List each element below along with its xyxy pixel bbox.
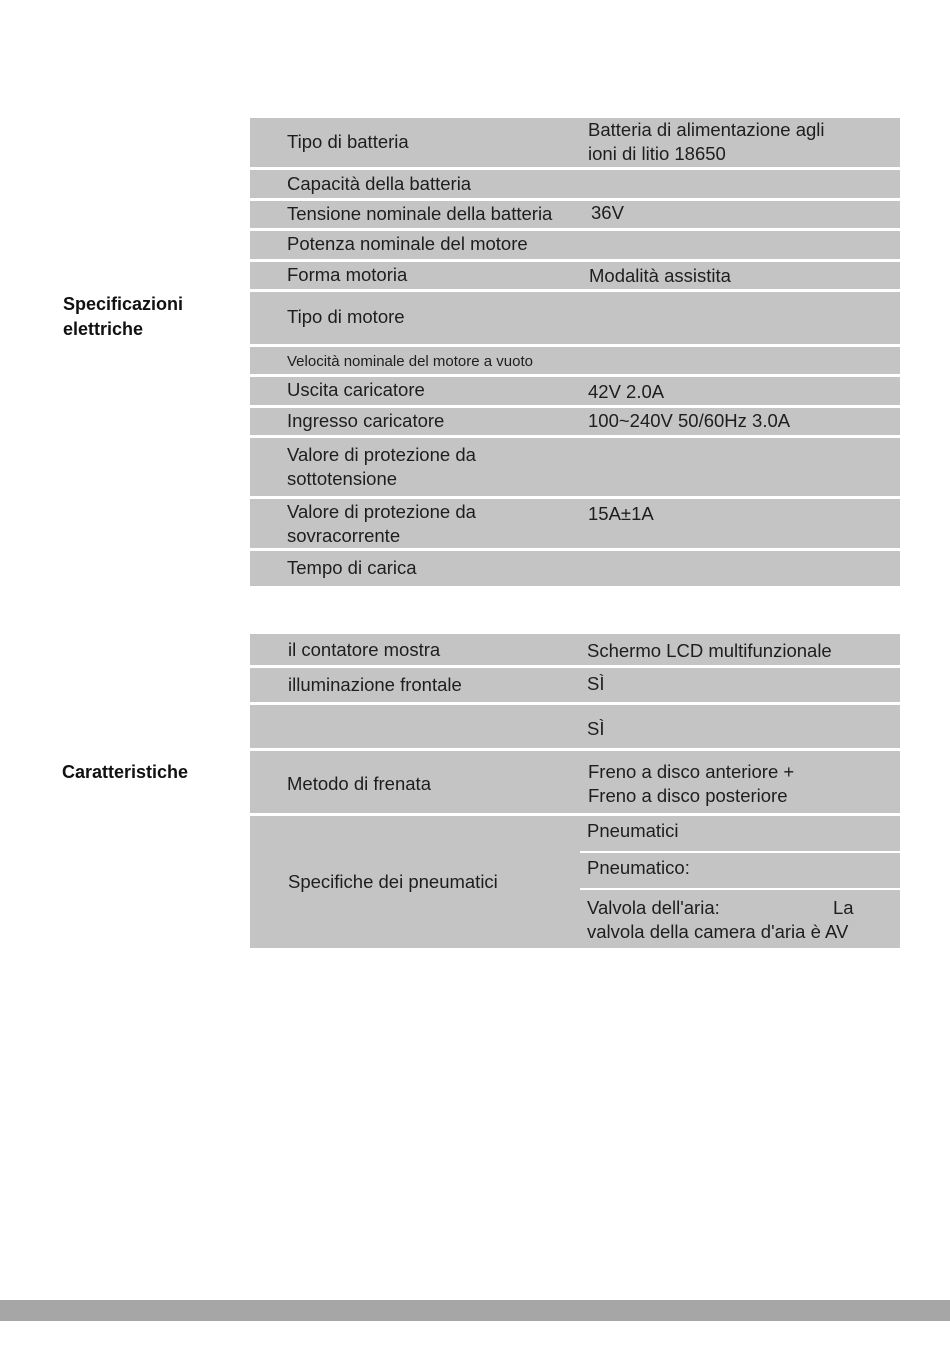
row-label: illuminazione frontale [288, 674, 462, 695]
table-row [250, 668, 900, 702]
row-value: Schermo LCD multifunzionale [587, 640, 832, 661]
row-value: Modalità assistita [589, 265, 731, 286]
row-label: Tipo di motore [287, 306, 405, 327]
row-value: 15A±1A [588, 503, 654, 524]
table-row [250, 262, 900, 289]
row-value-line: Batteria di alimentazione agli [588, 119, 825, 140]
row-label-line: Valore di protezione da [287, 501, 476, 522]
row-value [587, 896, 854, 944]
row-label: Capacità della batteria [287, 173, 472, 194]
tyre-subrow [580, 853, 900, 888]
table-row [250, 377, 900, 405]
row-value-line: ioni di litio 18650 [588, 143, 726, 164]
row-value-line [587, 896, 854, 920]
table-row [250, 551, 900, 586]
row-value: SÌ [587, 673, 605, 694]
row-label: Velocità nominale del motore a vuoto [287, 353, 533, 370]
row-value: 36V [591, 202, 624, 223]
row-label-line: sottotensione [287, 468, 398, 489]
table-row [250, 292, 900, 344]
table-row [250, 751, 900, 813]
row-label-line: Valore di protezione da [287, 444, 476, 465]
tyre-subrow [580, 890, 900, 948]
row-value-line: Freno a disco posteriore [588, 785, 788, 806]
row-label: Metodo di frenata [287, 773, 431, 794]
row-value: 100~240V 50/60Hz 3.0A [588, 410, 791, 431]
row-value [588, 118, 825, 166]
table-row [250, 231, 900, 259]
row-label: Forma motoria [287, 264, 408, 285]
table-row [250, 408, 900, 435]
row-value-line: Freno a disco anteriore + [588, 761, 795, 782]
row-label-line: sovracorrente [287, 525, 401, 546]
table-row [250, 499, 900, 548]
row-label: Potenza nominale del motore [287, 233, 528, 254]
tyre-subrow [580, 816, 900, 850]
row-label: Tempo di carica [287, 557, 417, 578]
row-label: Ingresso caricatore [287, 410, 445, 431]
row-value: 42V 2.0A [588, 381, 665, 402]
section-title-line: Specificazioni [63, 294, 184, 314]
row-value: Pneumatici [587, 820, 679, 841]
row-value: SÌ [587, 718, 605, 739]
table-row [250, 347, 900, 374]
table-row [250, 201, 900, 228]
row-value-line: valvola della camera d'aria è AV [587, 921, 849, 942]
table-row [250, 118, 900, 167]
row-label: Tensione nominale della batteria [287, 203, 553, 224]
table-row [250, 170, 900, 198]
row-value [588, 760, 794, 808]
row-value-part: La [833, 897, 854, 918]
row-value-part: Valvola dell'aria: [587, 897, 720, 918]
table-row [250, 705, 900, 748]
row-label [287, 443, 476, 491]
row-value: Pneumatico: [587, 857, 690, 878]
table-row [250, 634, 900, 665]
table-row [250, 438, 900, 496]
section-title-line: elettriche [63, 319, 144, 339]
footer-bar [0, 1300, 950, 1321]
row-label: Specifiche dei pneumatici [288, 871, 498, 892]
section-title-electrical [63, 292, 183, 342]
row-label: il contatore mostra [288, 639, 441, 660]
row-label: Uscita caricatore [287, 379, 425, 400]
row-label [287, 500, 476, 548]
section-title-features: Caratteristiche [62, 762, 189, 782]
row-label: Tipo di batteria [287, 131, 409, 152]
